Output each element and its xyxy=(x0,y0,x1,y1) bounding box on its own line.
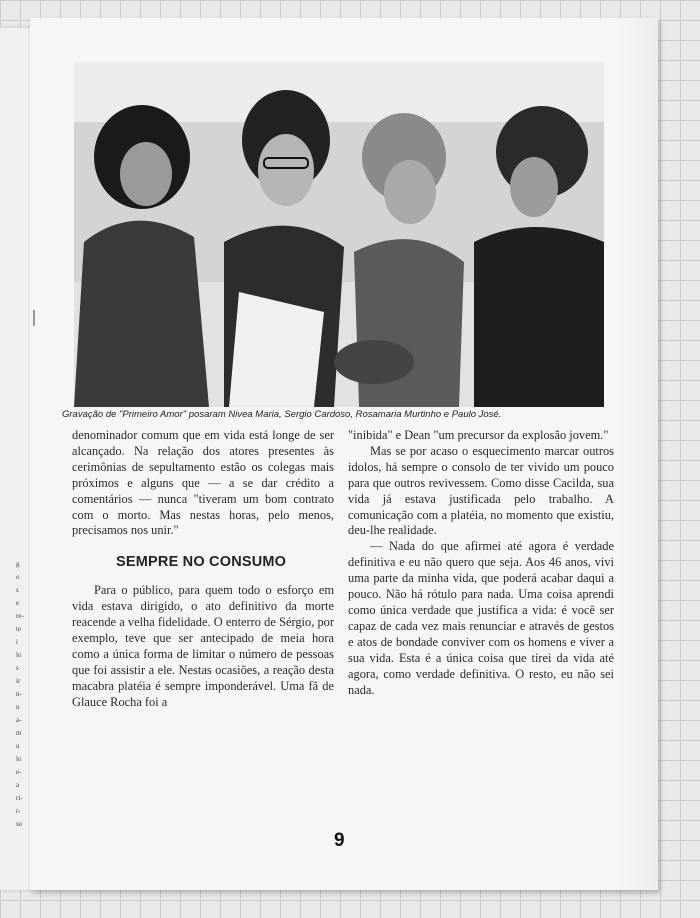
page-number: 9 xyxy=(334,830,345,851)
photo-caption: Gravação de "Primeiro Amor" posaram Nivea Maria, Sergio Cardoso, Rosamaria Murtinho e Paulo José. xyxy=(62,409,502,420)
section-heading: SEMPRE NO CONSUMO xyxy=(116,554,287,571)
right-paragraph-3: — Nada do que afirmei até agora é verdade definitiva e eu não quero que seja. Aos 46 anos, vivi uma parte da minha vida, que poderá acabar daqui a pouco. Não há rótulo para nada. Uma coisa aprendi como única verdade que justifica a vida: é você ser capaz de cada vez mais renunciar e através de gestos e atos de bondade conviver com os homens e viver a sua vida. Esta é a única coisa que tirei da vida até agora, como verdade definitiva. O resto, eu não sei nada. xyxy=(348,539,614,697)
adjacent-page-edge xyxy=(0,28,31,890)
left-paragraph-2: Para o público, para quem todo o esforço em vida estava dirigido, o ato definitivo da morte reacende a velha fidelidade. O enterro de Sérgio, por exemplo, teve que ser antecipado de meia hora como a única forma de limitar o número de pessoas que foi assistir a ele. Nestas ocasiões, a reação desta macabra platéia é sempre imponderável. Uma fã de Glauce Rocha foi a xyxy=(72,583,334,709)
cast-photo xyxy=(74,62,604,407)
binding-stitch xyxy=(33,310,39,318)
page-shading xyxy=(618,18,658,890)
cast-photo-image xyxy=(74,62,604,407)
left-text-column xyxy=(72,428,334,711)
right-text-column xyxy=(348,428,614,698)
left-paragraph-1: denominador comum que em vida está longe de ser alcançado. Na relação dos atores presentes às cerimônias de sepultamento estão os colegas mais próximos e alguns que — a se dar crédito a comentários — nunca "tiveram um bom contrato com o morto. Mas nestas horas, pelo menos, precisamos nos unir." xyxy=(72,428,334,538)
magazine-page xyxy=(30,18,658,890)
binding-stitch xyxy=(33,318,39,326)
right-paragraph-2: Mas se por acaso o esquecimento marcar outros idolos, há sempre o consolo de ter vivido um pouco para que outros revivessem. Como disse Cacilda, sua vida já estava justificada pelo trabalho. A comunicação com a platéia, no momento que existiu, deu-lhe realidade. xyxy=(348,443,614,538)
right-paragraph-1: "inibida" e Dean "um precursor da explosão jovem." xyxy=(348,428,609,442)
adjacent-page-text: g o s e re- te i lo s ir n- u a- m u lo e- a ri- r- so xyxy=(16,560,24,828)
